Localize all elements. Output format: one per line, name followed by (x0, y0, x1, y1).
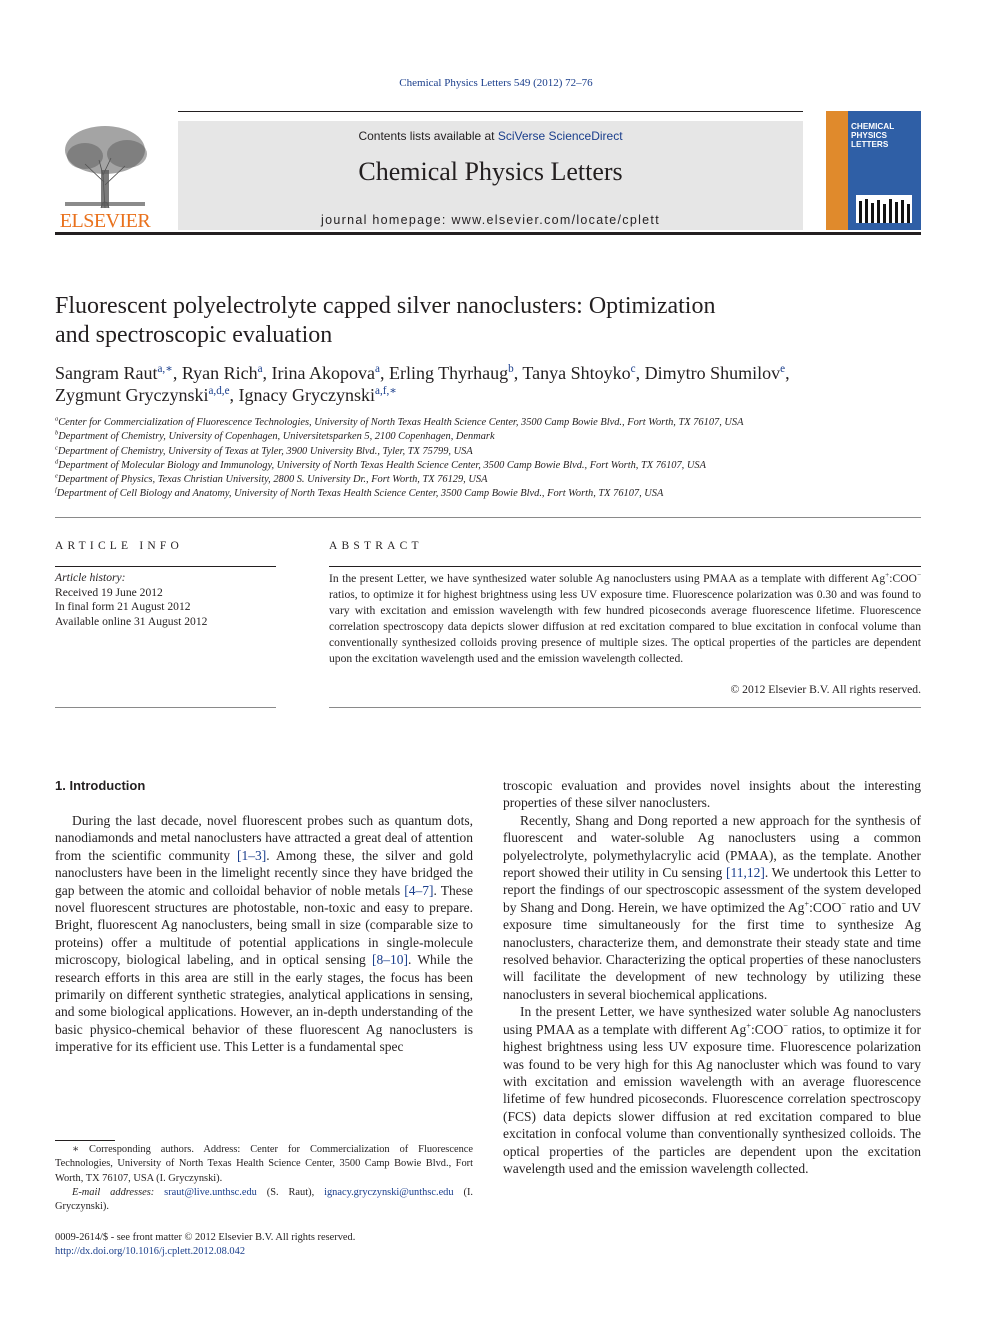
footnote-rule (55, 1140, 115, 1141)
affiliation-text: Department of Chemistry, University of Copenhagen, Universitetsparken 5, 2100 Copenhagen, Denmark (58, 431, 495, 443)
footnote-star: ∗ (72, 1144, 80, 1155)
author-affiliation-link[interactable]: b (508, 363, 514, 375)
citation-link[interactable]: [1–3] (237, 847, 267, 863)
journal-banner (178, 121, 803, 230)
author-name: Zygmunt Gryczynski (55, 385, 209, 405)
text-run: ratios, to optimize it for highest brightness using less UV exposure time. Fluorescence polarization was found to be very high for this Ag nanocluster which was found to vary with excitation and emission wavelength with an average fluorescence lifetime of few hundred picoseconds. Fluorescence correlation spectroscopy (FCS) data depicts slower diffusion at red excitation compared to blue excitation in confocal volume than conventionally synthesized colloids. The optical properties of the particles are dependent upon the excitation wavelength used and the emission wavelength collected. (503, 1021, 921, 1176)
author-name: Ryan Rich (181, 363, 258, 383)
affiliation-key: c (55, 444, 58, 452)
text-run: :COO (751, 1021, 784, 1037)
affiliation-key: d (55, 458, 59, 466)
author-affiliation-link[interactable]: a,f,∗ (375, 385, 397, 397)
article-info-heading: ARTICLE INFO (55, 540, 183, 552)
cover-title (851, 122, 919, 149)
affiliation-key: a (55, 415, 59, 423)
doi-link[interactable]: http://dx.doi.org/10.1016/j.cplett.2012.08.042 (55, 1246, 246, 1258)
email-label: E-mail addresses: (72, 1186, 155, 1198)
author-name: Dimytro Shumilov (644, 363, 781, 383)
history-label: Article history: (55, 571, 126, 584)
journal-cover-thumbnail[interactable] (826, 111, 921, 230)
text-run: During the last decade, novel fluorescent probes such as quantum dots, nanodiamonds and metal nanoclusters have attracted a great deal of attention from the scientific community (55, 813, 473, 863)
author-name: Ignacy Gryczynski (238, 385, 375, 405)
abstract-heading: ABSTRACT (329, 540, 423, 552)
superscript: − (841, 899, 847, 909)
citation-link[interactable]: [11,12] (725, 865, 765, 881)
email-owner: (I. Gryczynski). (55, 1186, 473, 1213)
superscript: + (804, 899, 810, 909)
affiliation (55, 487, 921, 501)
affiliation-key: b (55, 429, 59, 437)
abstract-part: In the present Letter, we have synthesized water soluble Ag nanoclusters using PMAA as a template with different Ag (329, 572, 886, 585)
elsevier-wordmark: ELSEVIER (59, 210, 151, 232)
citation-link[interactable]: [8–10] (371, 952, 408, 968)
affiliation (55, 459, 921, 473)
header-rule (178, 111, 803, 112)
cover-title-line: LETTERS (851, 140, 889, 149)
affiliation-key: f (55, 487, 57, 495)
history-final-form: In final form 21 August 2012 (55, 600, 191, 613)
superscript: − (783, 1021, 788, 1031)
author-affiliation-link[interactable]: a (375, 363, 380, 375)
contents-prefix: Contents lists available at (358, 129, 498, 143)
footnote-text: Corresponding authors. Address: Center for Commercialization of Fluorescence Technologies, University of North Texas Health Science Center, 3500 Camp Bowie Blvd., Fort Worth, TX 76107, USA (I. Gryczynski). (55, 1144, 473, 1184)
text-run: . Among these, the silver and gold nanoclusters have been in the limelight recently since they have bridged the gap between the atomic and colloidal behavior of noble metals (55, 847, 473, 898)
abstract-part: :COO (889, 572, 917, 585)
abstract-text (329, 571, 921, 667)
author-name: Tanya Shtoyko (522, 363, 631, 383)
affiliation (55, 473, 921, 487)
affiliation-text: Department of Molecular Biology and Immunology, University of North Texas Health Science Center, 3500 Camp Bowie Blvd., Fort Worth, TX 76107, USA (58, 459, 706, 471)
body-column-right (503, 777, 921, 1177)
title-line: Fluorescent polyelectrolyte capped silver nanoclusters: Optimization (55, 293, 716, 319)
author-list: Sangram Raut$^{a,∗}$, Ryan Rich$^a$, Irina Akopova$^a$, Erling Thyrhaug$^b$, Tanya Shtoyko$^c$, Dimytro Shumilov$^e$, Zygmunt Gryczynski$^{a,d,e}$, Ignacy Gryczynski$^{a,f,∗}$ (55, 363, 790, 405)
citation-link[interactable]: [4–7] (404, 882, 434, 898)
author-affiliation-link[interactable]: a,∗ (157, 363, 173, 375)
author-name: Irina Akopova (271, 363, 376, 383)
abstract-part: ratios, to optimize it for highest brightness using less UV exposure time. Fluorescence polarization was 0.30 and was found to vary with excitation and emission wavelength with few hundred picoseconds average fluorescence lifetime. Fluorescence correlation spectroscopy data depicts slower diffusion at red excitation compared to blue excitation in confocal volume than conventionally synthesized colloids proving presence of multiple sizes. The optical properties of the particles are dependent upon the excitation wavelength used and the emission wavelength collected. (329, 588, 921, 665)
email-link[interactable]: sraut@live.unthsc.edu (164, 1186, 257, 1198)
article-title (55, 292, 815, 350)
author-name: Erling Thyrhaug (388, 363, 509, 383)
affiliation-text: Department of Physics, Texas Christian University, 2800 S. University Dr., Fort Worth, TX 76129, USA (57, 474, 488, 486)
affiliation (55, 416, 921, 430)
text-run: Recently, Shang and Dong reported a new approach for the synthesis of fluorescent and water-soluble Ag nanoclusters using a common polyelectrolyte, polymethylacrylic acid (PMAA), as the template. Another report showed their utility in Cu sensing (503, 812, 921, 881)
author-name: Sangram Raut (55, 363, 158, 383)
author-affiliation-link[interactable]: a (257, 363, 263, 375)
text-run: :COO (809, 899, 842, 915)
author-affiliation-link[interactable]: a,d,e (208, 385, 230, 397)
email-note (55, 1186, 473, 1215)
affiliation-list (55, 416, 921, 502)
history-online: Available online 31 August 2012 (55, 614, 208, 628)
section-rule (55, 517, 921, 518)
superscript: − (916, 571, 921, 580)
affiliation (55, 445, 921, 459)
abstract-rule-bottom (329, 707, 921, 708)
body-column-left (55, 812, 473, 1056)
affiliation-text: Center for Commercialization of Fluorescence Technologies, University of North Texas Health Science Center, 3500 Camp Bowie Blvd., Fort Worth, TX 76107, USA (58, 417, 744, 428)
author-affiliation-link[interactable]: c (630, 363, 636, 375)
journal-title: Chemical Physics Letters (358, 157, 623, 186)
info-rule (55, 566, 276, 567)
author-affiliation-link[interactable]: e (780, 363, 786, 375)
superscript: + (746, 1021, 752, 1031)
cover-image (856, 195, 912, 223)
cover-title-line: CHEMICAL (851, 122, 895, 131)
title-line: and spectroscopic evaluation (55, 322, 333, 348)
paragraph (503, 1003, 921, 1177)
abstract-copyright: © 2012 Elsevier B.V. All rights reserved. (730, 683, 921, 696)
cover-title-line: PHYSICS (851, 131, 887, 140)
superscript: + (885, 571, 890, 580)
affiliation-text: Department of Chemistry, University of Texas at Tyler, 3900 University Blvd., Tyler, TX 75799, USA (57, 445, 473, 457)
article-history (55, 571, 275, 629)
cover-strip (826, 111, 848, 230)
journal-reference[interactable]: Chemical Physics Letters 549 (2012) 72–76 (399, 77, 593, 89)
abstract-rule (329, 566, 921, 567)
paragraph (55, 812, 473, 1056)
issn-line: 0009-2614/$ - see front matter © 2012 Elsevier B.V. All rights reserved. (55, 1232, 356, 1243)
text-run: ratio and UV exposure time simultaneously for the first time to synthesize Ag nanoclusters, characterize them, and demonstrate their steady state and time resolved behavior. Characterizing the optical properties of these nanoclusters will facilitate the development of new technology by utilizing these nanoclusters in several biochemical applications. (503, 899, 921, 1002)
affiliation (55, 430, 921, 444)
text-run: In the present Letter, we have synthesized water soluble Ag nanoclusters using PMAA as a template with different Ag (503, 1004, 921, 1037)
paragraph (503, 812, 921, 1003)
publication-meta (55, 1231, 555, 1260)
contents-line (178, 129, 803, 143)
affiliation-key: e (55, 472, 58, 480)
text-run: . While the research efforts in this area are still in the early stages, the focus has been primarily on different synthetic strategies, analytical applications in sensing, and some biological applications. However, an in-depth understanding of the basic physico-chemical behavior of these fluorescent Ag nanoclusters is imperative for its efficient use. This Letter is a fundamental spec (55, 952, 473, 1055)
journal-homepage-link[interactable]: journal homepage: www.elsevier.com/locate/cplett (321, 213, 660, 227)
email-link[interactable]: ignacy.gryczynski@unthsc.edu (324, 1186, 454, 1198)
sciencedirect-link[interactable]: SciVerse ScienceDirect (497, 129, 623, 143)
corresponding-author-note (55, 1143, 473, 1186)
history-received: Received 19 June 2012 (55, 585, 163, 599)
text-run: . These novel fluorescent structures are photostable, non-toxic and easy to prepare. Bright, fluorescent Ag nanoclusters, being small in size (comparable size to proteins) offer a multitude of potential applications in single-molecule microscopy, biological labeling, and in optical sensing (55, 882, 473, 968)
info-rule-bottom (55, 707, 276, 708)
header-thick-rule (55, 232, 921, 235)
affiliation-text: Department of Cell Biology and Anatomy, University of North Texas Health Science Center, 3500 Camp Bowie Blvd., Fort Worth, TX 76107, USA (56, 488, 664, 500)
paragraph-continuation: troscopic evaluation and provides novel insights about the interesting properties of these silver nanoclusters. (503, 778, 921, 811)
email-owner: (S. Raut), (256, 1186, 325, 1198)
footnotes (55, 1143, 473, 1214)
text-run: . We undertook this Letter to report the findings of our spectroscopic assessment of the system developed by Shang and Dong. Herein, we have optimized the Ag (503, 865, 921, 915)
introduction-heading: 1. Introduction (55, 778, 146, 793)
